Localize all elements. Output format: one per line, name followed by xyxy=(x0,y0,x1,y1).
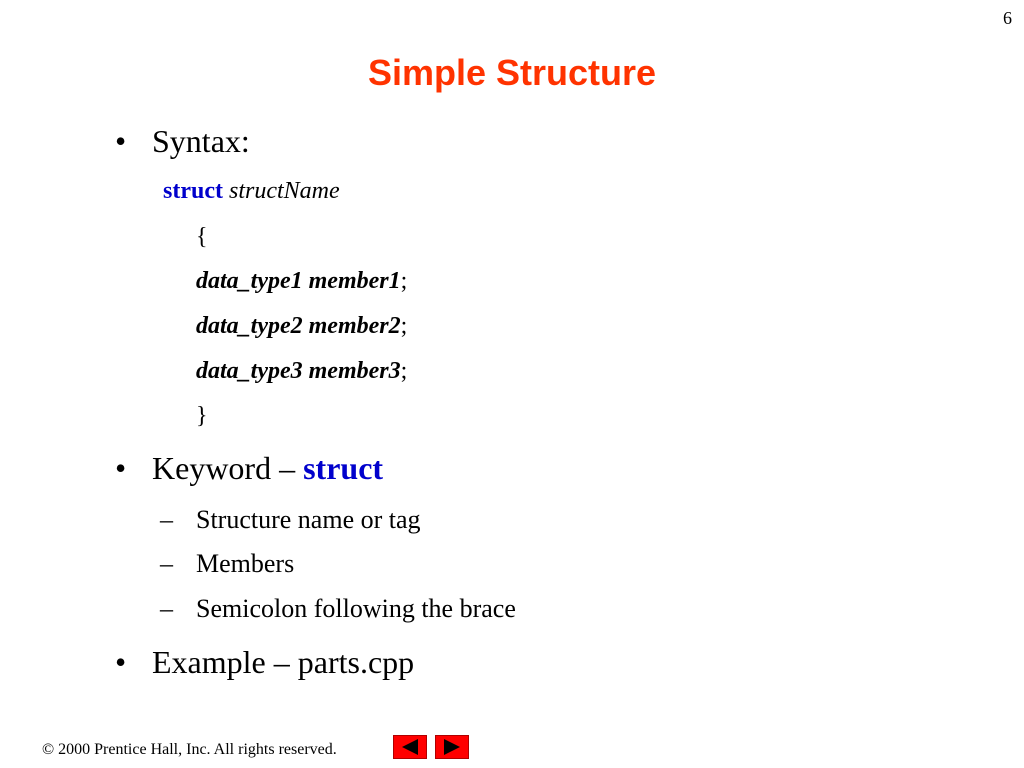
copyright-text: 2000 Prentice Hall, Inc. All rights reserved. xyxy=(58,741,337,758)
code-member: data_type2 member2 xyxy=(196,313,401,339)
sub-bullet xyxy=(160,594,516,624)
dash-icon: – xyxy=(160,594,173,623)
bullet-dot-icon: • xyxy=(115,644,127,680)
bullet-syntax xyxy=(115,123,250,160)
sub-bullet-text: Members xyxy=(196,549,295,578)
code-member: data_type1 member1 xyxy=(196,268,401,294)
sub-bullet-text: Structure name or tag xyxy=(196,505,421,534)
code-semicolon: ; xyxy=(400,358,408,384)
left-arrow-icon xyxy=(394,736,426,758)
bullet-example xyxy=(115,644,415,681)
code-member-line xyxy=(196,268,407,295)
previous-slide-button[interactable] xyxy=(393,735,427,759)
code-open-brace: { xyxy=(196,224,208,250)
bullet-dot-icon: • xyxy=(115,123,127,159)
code-struct-name: structName xyxy=(228,178,340,204)
dash-icon: – xyxy=(160,505,173,534)
dash-icon: – xyxy=(160,549,173,578)
copyright-footer xyxy=(42,741,337,759)
bullet-keyword xyxy=(115,450,384,487)
code-struct-line xyxy=(163,178,340,205)
copyright-symbol: © xyxy=(42,741,55,758)
sub-bullet-text: Semicolon following the brace xyxy=(196,594,516,623)
right-arrow-icon xyxy=(436,736,468,758)
bullet-keyword-prefix: Keyword – xyxy=(152,450,304,486)
slide-title: Simple Structure xyxy=(367,52,657,93)
sub-bullet xyxy=(160,505,421,535)
bullet-example-label: Example – parts.cpp xyxy=(152,644,415,680)
bullet-keyword-struct: struct xyxy=(303,450,384,486)
sub-bullet xyxy=(160,549,295,579)
page-number: 6 xyxy=(1003,8,1012,28)
code-keyword: struct xyxy=(163,178,223,204)
next-slide-button[interactable] xyxy=(435,735,469,759)
code-semicolon: ; xyxy=(400,268,408,294)
code-member-line xyxy=(196,358,407,385)
bullet-syntax-label: Syntax: xyxy=(152,123,250,159)
code-close-brace: } xyxy=(196,403,208,429)
bullet-dot-icon: • xyxy=(115,450,127,486)
code-member: data_type3 member3 xyxy=(196,358,401,384)
code-member-line xyxy=(196,313,407,340)
code-semicolon: ; xyxy=(400,313,408,339)
